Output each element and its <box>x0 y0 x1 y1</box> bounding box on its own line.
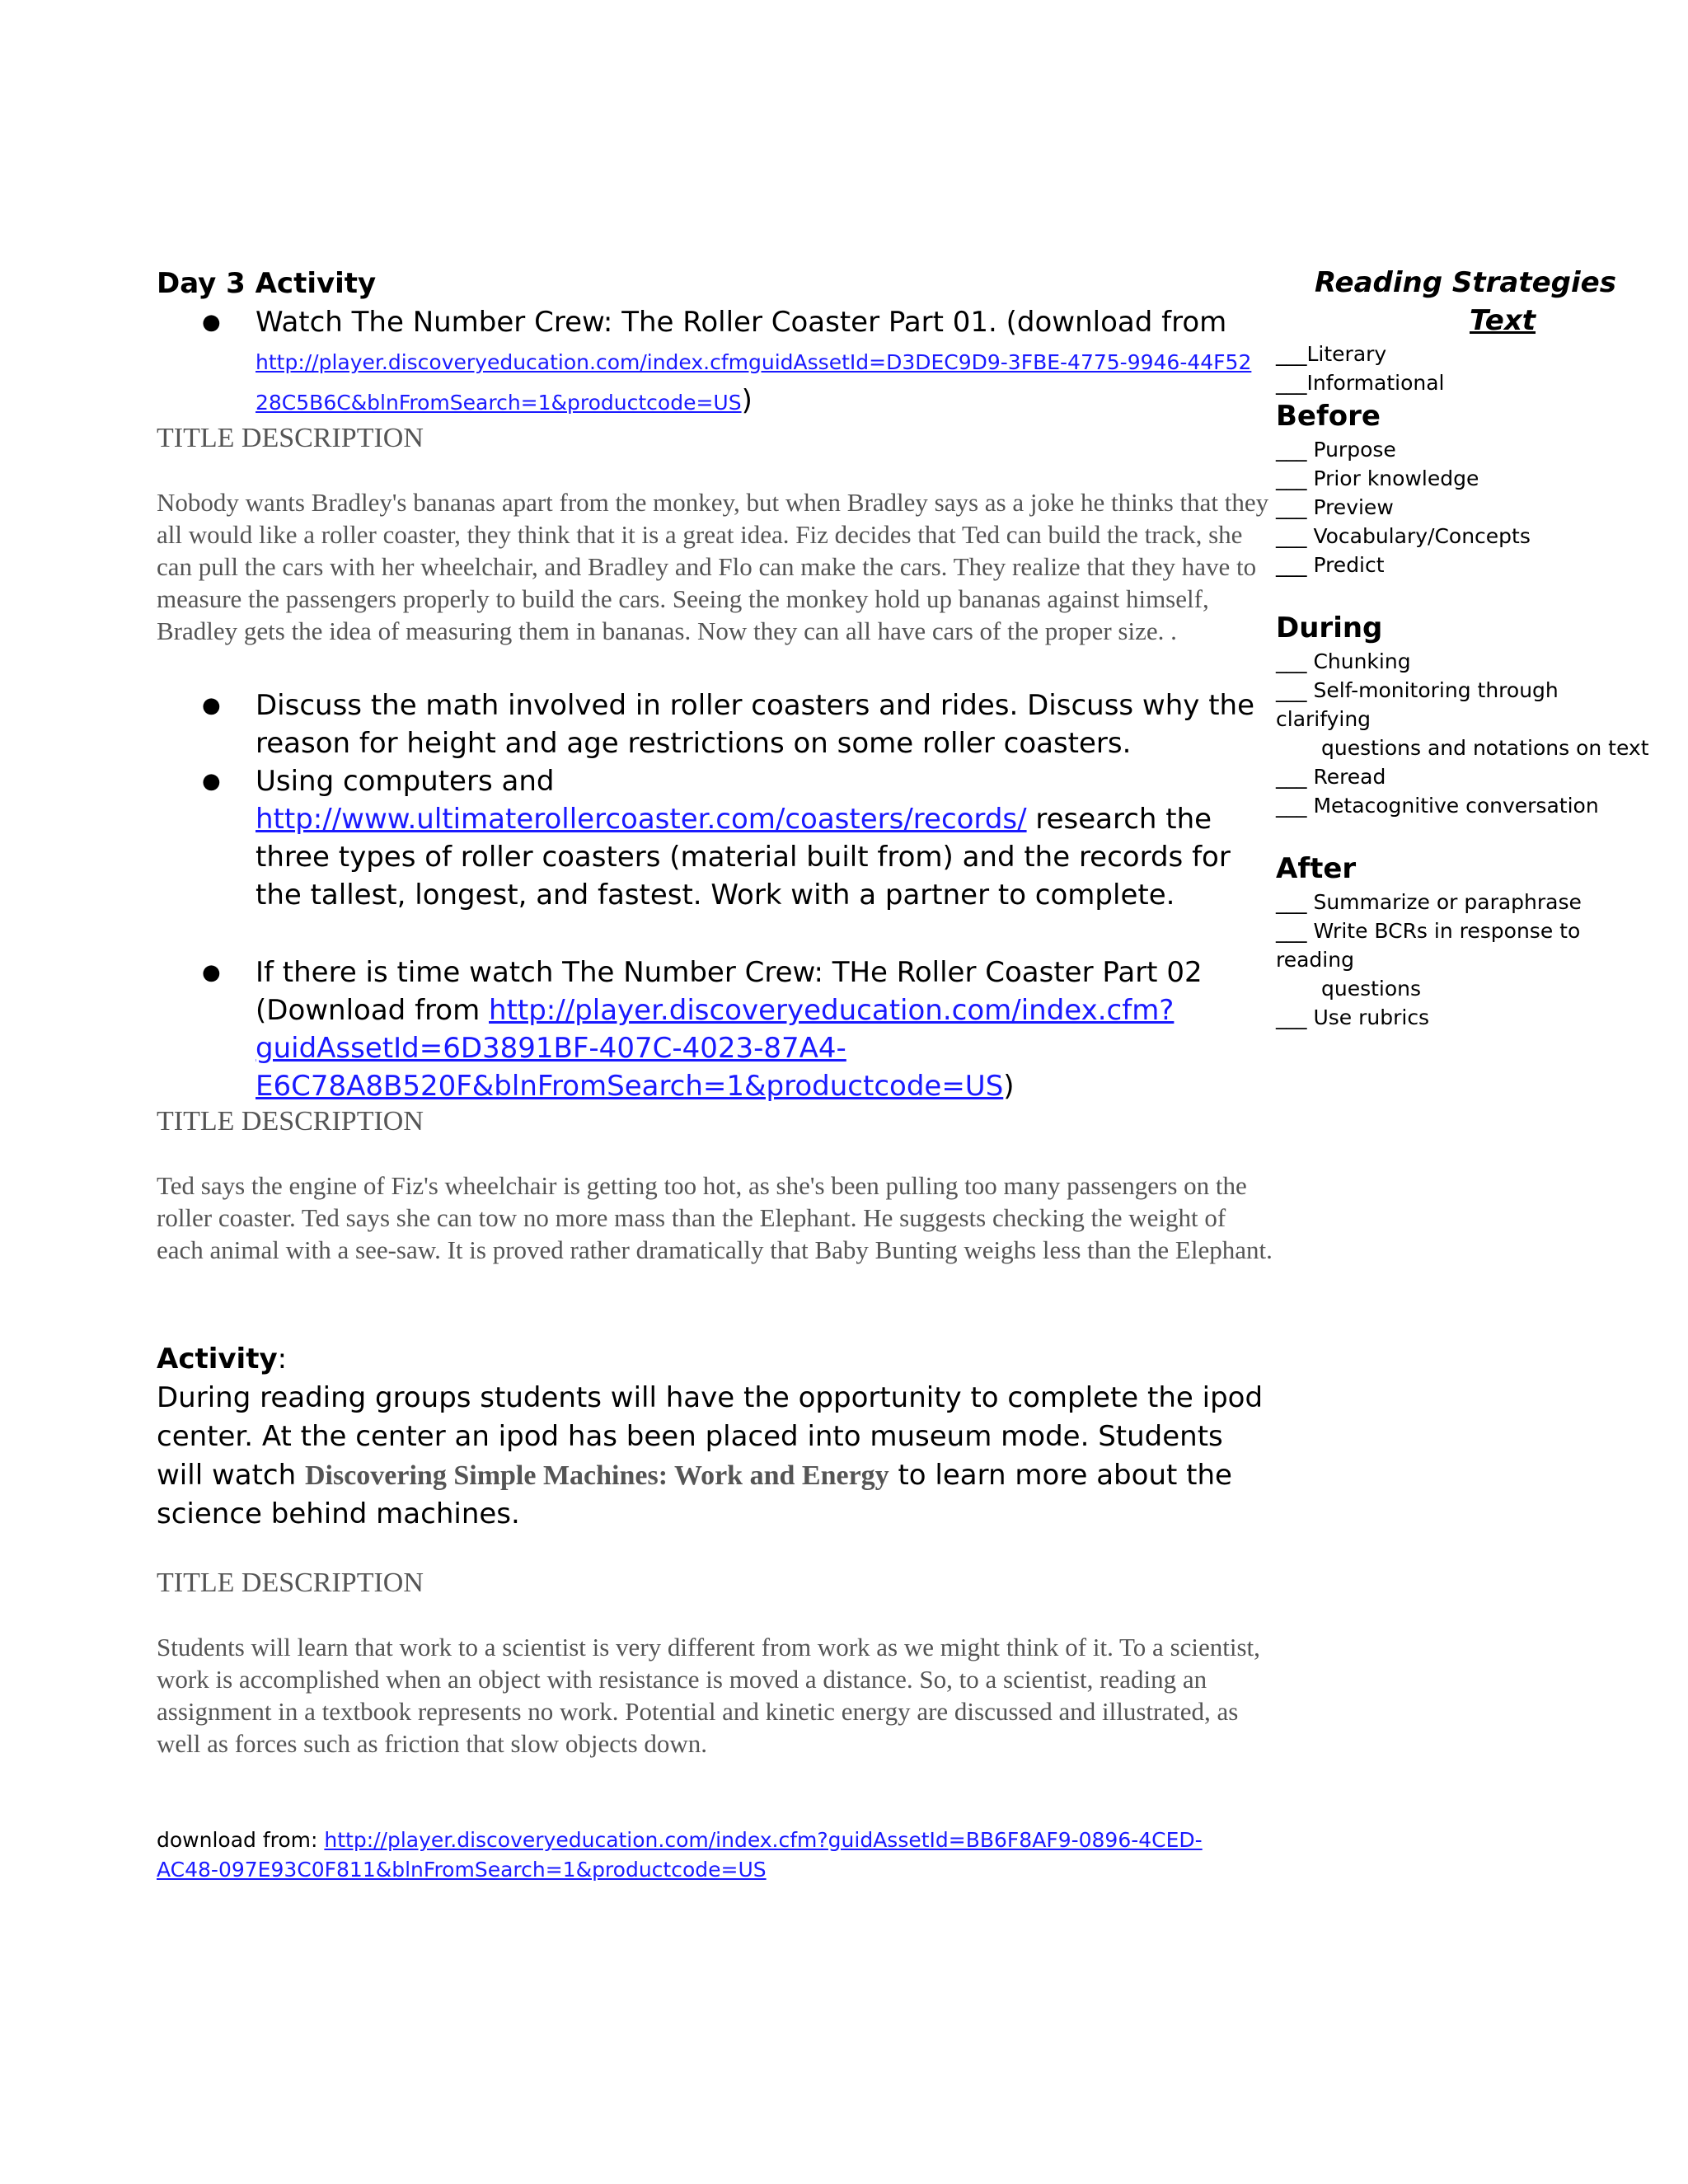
bullet-watch-part-02 <box>157 954 1278 1105</box>
title-description-label-1: TITLE DESCRIPTION <box>157 423 424 453</box>
after-item: reading <box>1276 948 1354 972</box>
during-item: ___ Reread <box>1276 765 1386 789</box>
download-line <box>157 1825 1278 1885</box>
description-2: Ted says the engine of Fiz's wheelchair is getting too hot, as she's been pulling too many passengers on the roller coaster. Ted says she can tow no more mass than the Elephant. He suggests checking the weight of each animal with a see-saw. It is proved rather dramatically that Baby Bunting weighs less than the Elephant. <box>157 1171 1273 1264</box>
description-1: Nobody wants Bradley's bananas apart from the monkey, but when Bradley says as a joke he thinks that they all would like a roller coaster, they think that it is a great idea. Fiz decides that Ted can build the track, she can pull the cars with her wheelchair, and Bradley and Flo can make the cars. They realize that they have to measure the passengers properly to build the cars. Seeing the monkey hold up bananas against himself, Bradley gets the idea of measuring them in bananas. Now they can all have cars of the proper size. . <box>157 488 1269 645</box>
during-item: questions and notations on text <box>1321 736 1649 760</box>
text-item-informational: ___Informational <box>1276 371 1445 395</box>
bullet4-text: If there is time watch The Number Crew: THe Roller Coaster Part 02 (Download from <box>256 956 1203 1027</box>
after-heading: After <box>1276 852 1357 885</box>
before-item: ___ Predict <box>1276 553 1385 577</box>
discovery-link-part-02-cont2[interactable]: E6C78A8B520F&blnFromSearch=1&productcode=US <box>256 1070 1004 1103</box>
bullet1-text: Watch The Number Crew: The Roller Coaster Part 01. (download from <box>256 306 1227 339</box>
download-link[interactable]: http://player.discoveryeducation.com/index.cfm?guidAssetId=BB6F8AF9-0896-4CED- <box>324 1828 1203 1852</box>
activity-video-title: Discovering Simple Machines: Work and Energy <box>304 1460 889 1491</box>
main-content <box>157 264 1278 1885</box>
discovery-link-part-01[interactable]: http://player.discoveryeducation.com/index.cfmguidAssetId=D3DEC9D9-3FBE-4775-9946-44F52 <box>256 350 1252 374</box>
discovery-link-part-01-cont[interactable]: 28C5B6C&blnFromSearch=1&productcode=US <box>256 391 742 415</box>
activity-label: Activity <box>157 1343 278 1376</box>
discovery-link-part-02-cont[interactable]: guidAssetId=6D3891BF-407C-4023-87A4- <box>256 1032 846 1065</box>
download-label: download from: <box>157 1828 325 1852</box>
sidebar-subtitle: Text <box>1469 304 1536 337</box>
before-heading: Before <box>1276 400 1381 433</box>
activity-colon: : <box>277 1343 288 1376</box>
sidebar-title: Reading Strategies <box>1315 266 1616 299</box>
during-item: ___ Self-monitoring through <box>1276 678 1559 702</box>
bullet1-close: ) <box>741 384 753 417</box>
day-heading: Day 3 Activity <box>157 267 377 300</box>
during-item: ___ Metacognitive conversation <box>1276 794 1599 818</box>
during-heading: During <box>1276 612 1383 644</box>
activity-text-2: to learn more about the science behind machines. <box>157 1459 1232 1530</box>
bullet3-pre: Using computers and <box>256 765 555 798</box>
title-description-label-2: TITLE DESCRIPTION <box>157 1106 424 1137</box>
before-item: ___ Vocabulary/Concepts <box>1276 524 1531 548</box>
after-item: questions <box>1321 977 1422 1001</box>
before-item: ___ Prior knowledge <box>1276 466 1479 490</box>
description-3: Students will learn that work to a scientist is very different from work as we might think of it. To a scientist, work is accomplished when an object with resistance is moved a distance. So, to a scientist, reading an assignment in a textbook represents no work. Potential and kinetic energy are discussed and illustrated, as well as forces such as friction that slow objects down. <box>157 1633 1260 1758</box>
during-item: ___ Chunking <box>1276 649 1411 673</box>
after-item: ___ Summarize or paraphrase <box>1276 890 1582 914</box>
before-item: ___ Purpose <box>1276 438 1396 462</box>
after-item: ___ Write BCRs in response to <box>1276 919 1581 943</box>
bullet-list-2 <box>157 687 1278 1105</box>
activity-heading <box>157 1340 1278 1379</box>
after-item: ___ Use rubrics <box>1276 1005 1430 1029</box>
before-item: ___ Preview <box>1276 495 1394 519</box>
activity-text-1: During reading groups students will have the opportunity to complete the ipod center. At the center an ipod has been placed into museum mode. Students will watch <box>157 1381 1264 1492</box>
ultimaterollercoaster-link[interactable]: http://www.ultimaterollercoaster.com/coasters/records/ <box>256 803 1027 836</box>
download-link-cont[interactable]: AC48-097E93C0F811&blnFromSearch=1&productcode=US <box>157 1858 767 1882</box>
during-item: clarifying <box>1276 707 1372 731</box>
activity-paragraph <box>157 1379 1278 1534</box>
bullet4-close: ) <box>1003 1070 1015 1103</box>
bullet-watch-part-01 <box>157 303 1278 422</box>
text-item-literary: ___Literary <box>1276 342 1387 366</box>
title-description-label-3: TITLE DESCRIPTION <box>157 1568 424 1598</box>
bullet-research <box>157 762 1278 914</box>
bullet3-post: research the three types of roller coasters (material built from) and the records for the tallest, longest, and fastest. Work with a partner to complete. <box>256 803 1231 912</box>
discovery-link-part-02[interactable]: http://player.discoveryeducation.com/index.cfm? <box>489 994 1175 1027</box>
bullet-list-1 <box>157 303 1278 422</box>
bullet-discuss-math: ● Discuss the math involved in roller coasters and rides. Discuss why the reason for height and age restrictions on some roller coasters. <box>157 687 1278 762</box>
reading-strategies-sidebar <box>1276 264 1655 1032</box>
